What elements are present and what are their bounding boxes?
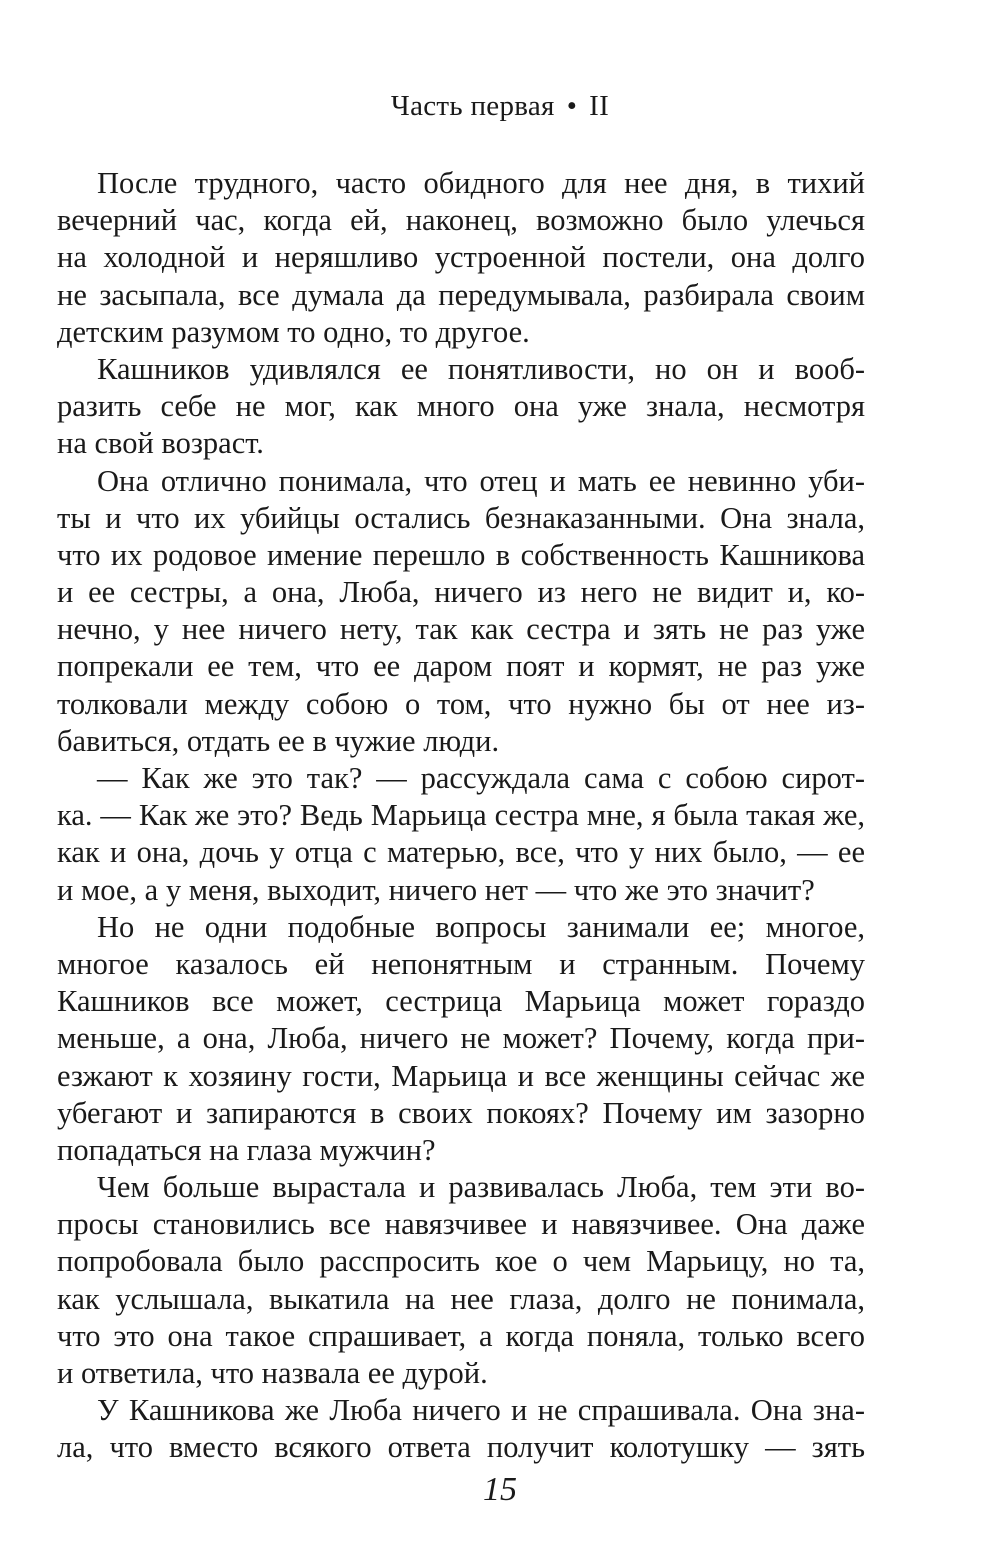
text-line: вечерний час, когда ей, наконец, возможно было улечься xyxy=(57,203,865,238)
text-line: попробовала было расспросить кое о чем Марьицу, но та, xyxy=(57,1244,865,1279)
text-line: меньше, а она, Люба, ничего не может? Почему, когда при- xyxy=(57,1021,865,1056)
text-line: на свой возраст. xyxy=(57,426,264,461)
text-line: нечно, у нее ничего нету, так как сестра и зять не раз уже xyxy=(57,612,865,647)
text-line: Но не одни подобные вопросы занимали ее; многое, xyxy=(97,909,865,944)
text-line: Чем больше вырастала и развивалась Люба, тем эти во- xyxy=(97,1170,865,1205)
text-line: многое казалось ей непонятным и странным. Почему xyxy=(57,946,865,981)
text-line: бавиться, отдать ее в чужие люди. xyxy=(57,723,500,758)
separator-bullet: • xyxy=(566,90,578,122)
text-line: толковали между собою о том, что нужно бы от нее из- xyxy=(57,686,865,721)
text-line: как и она, дочь у отца с матерью, все, что у них было, — ее xyxy=(57,835,865,870)
body-text xyxy=(57,165,865,1467)
text-line: У Кашникова же Люба ничего и не спрашивала. Она зна- xyxy=(97,1393,865,1428)
text-line: попадаться на глаза мужчин? xyxy=(57,1132,436,1167)
chapter-number: II xyxy=(589,90,610,122)
text-line: Кашников все может, сестрица Марьица может гораздо xyxy=(57,984,865,1019)
page-number: 15 xyxy=(483,1471,517,1508)
running-head xyxy=(0,88,1000,124)
text-line: убегают и запираются в своих покоях? Почему им зазорно xyxy=(57,1095,865,1130)
text-line: Кашников удивлялся ее понятливости, но он и вооб- xyxy=(97,351,865,386)
text-line: не засыпала, все думала да передумывала, разбирала своим xyxy=(57,277,865,312)
text-line: разить себе не мог, как много она уже знала, несмотря xyxy=(57,389,865,424)
text-line: Она отлично понимала, что отец и мать ее невинно уби- xyxy=(97,463,865,498)
text-line: езжают к хозяину гости, Марьица и все женщины сейчас же xyxy=(57,1058,865,1093)
text-line: детским разумом то одно, то другое. xyxy=(57,314,530,349)
text-line: что это она такое спрашивает, а когда поняла, только всего xyxy=(57,1318,865,1353)
text-line: и ответила, что назвала ее дурой. xyxy=(57,1356,488,1390)
text-line: просы становились все навязчивее и навязчивее. Она даже xyxy=(57,1207,865,1242)
text-line: и мое, а у меня, выходит, ничего нет — что же это значит? xyxy=(57,872,815,907)
text-line: и ее сестры, а она, Люба, ничего из него не видит и, ко- xyxy=(57,575,865,610)
text-line: ты и что их убийцы остались безнаказанными. Она знала, xyxy=(57,500,865,535)
text-line: что их родовое имение перешло в собственность Кашникова xyxy=(57,537,865,572)
text-line: — Как же это так? — рассуждала сама с собою сирот- xyxy=(97,761,865,795)
text-line: как услышала, выкатила на нее глаза, долго не понимала, xyxy=(57,1281,865,1316)
part-title: Часть первая xyxy=(390,90,555,122)
text-line: попрекали ее тем, что ее даром поят и кормят, не раз уже xyxy=(57,649,865,684)
text-line: После трудного, часто обидного для нее дня, в тихий xyxy=(97,166,865,200)
text-line: ла, что вместо всякого ответа получит колотушку — зять xyxy=(57,1430,865,1465)
text-line: ка. — Как же это? Ведь Марьица сестра мне, я была такая же, xyxy=(57,798,865,833)
text-line: на холодной и неряшливо устроенной постели, она долго xyxy=(57,240,865,275)
